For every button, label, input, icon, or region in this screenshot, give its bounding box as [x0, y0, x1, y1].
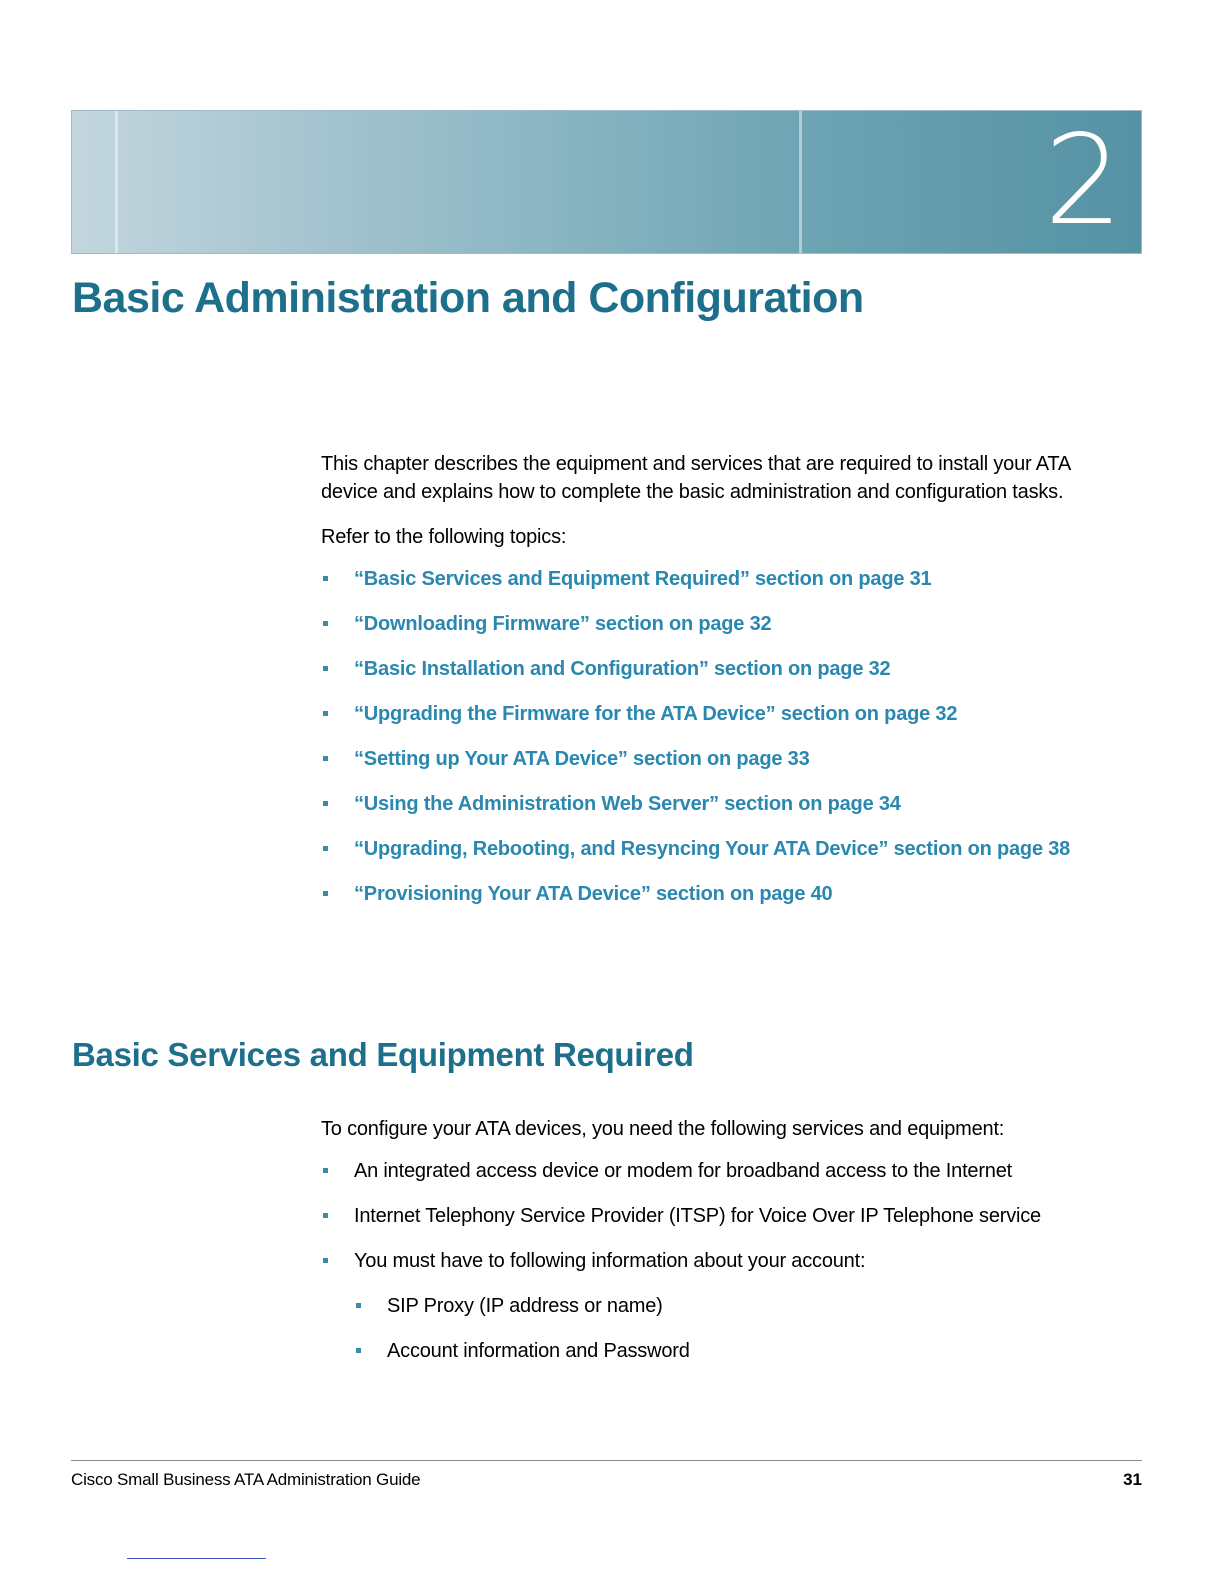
banner-divider: [799, 111, 802, 253]
footer-page-number: 31: [1123, 1470, 1142, 1489]
chapter-title: Basic Administration and Configuration: [72, 274, 864, 322]
account-info-list: [354, 1292, 1121, 1365]
bullet-icon: [356, 1303, 361, 1308]
requirement-item: [321, 1157, 1121, 1185]
topic-item: [321, 700, 1121, 728]
requirement-text: An integrated access device or modem for broadband access to the Internet: [354, 1160, 1013, 1182]
topic-item: [321, 790, 1121, 818]
refer-text: Refer to the following topics:: [321, 526, 567, 548]
chapter-banner: [71, 110, 1142, 254]
topic-item: [321, 835, 1121, 863]
topic-link[interactable]: “Basic Services and Equipment Required” section on page 31: [354, 568, 932, 590]
bullet-icon: [323, 1213, 328, 1218]
bullet-icon: [323, 1168, 328, 1173]
bullet-icon: [323, 846, 328, 851]
footer-guide-title: Cisco Small Business ATA Administration Guide: [71, 1470, 421, 1489]
topic-item: [321, 610, 1121, 638]
topic-link[interactable]: “Upgrading the Firmware for the ATA Device” section on page 32: [354, 703, 958, 725]
bullet-icon: [323, 621, 328, 626]
bullet-icon: [323, 666, 328, 671]
section-lead: To configure your ATA devices, you need the following services and equipment:: [321, 1118, 1005, 1140]
section-body: [321, 1115, 1121, 1365]
intro-block: [321, 450, 1121, 908]
account-info-text: Account information and Password: [387, 1340, 690, 1362]
account-info-item: [354, 1337, 1121, 1365]
topic-link[interactable]: “Downloading Firmware” section on page 32: [354, 613, 772, 635]
topic-list: [321, 565, 1121, 908]
topic-item: [321, 745, 1121, 773]
requirement-text: Internet Telephony Service Provider (ITSP) for Voice Over IP Telephone service: [354, 1205, 1041, 1227]
topic-link[interactable]: “Upgrading, Rebooting, and Resyncing Your ATA Device” section on page 38: [354, 838, 1071, 860]
section-heading: Basic Services and Equipment Required: [72, 1036, 694, 1073]
bullet-icon: [356, 1348, 361, 1353]
bullet-icon: [323, 576, 328, 581]
bullet-icon: [323, 801, 328, 806]
banner-divider: [115, 111, 118, 253]
bottom-link-underline: [127, 1558, 266, 1559]
account-info-text: SIP Proxy (IP address or name): [387, 1295, 663, 1317]
topic-item: [321, 565, 1121, 593]
requirement-item: [321, 1247, 1121, 1365]
topic-link[interactable]: “Basic Installation and Configuration” section on page 32: [354, 658, 891, 680]
topic-link[interactable]: “Setting up Your ATA Device” section on page 33: [354, 748, 810, 770]
chapter-number: 2: [1044, 109, 1123, 253]
bullet-icon: [323, 711, 328, 716]
topic-item: [321, 655, 1121, 683]
requirements-list: [321, 1157, 1121, 1365]
topic-link[interactable]: “Provisioning Your ATA Device” section on page 40: [354, 883, 833, 905]
bullet-icon: [323, 891, 328, 896]
requirement-item: [321, 1202, 1121, 1230]
footer-rule: [71, 1460, 1142, 1461]
topic-item: [321, 880, 1121, 908]
requirement-text: You must have to following information about your account:: [354, 1250, 866, 1272]
bullet-icon: [323, 1258, 328, 1263]
topic-link[interactable]: “Using the Administration Web Server” section on page 34: [354, 793, 901, 815]
bullet-icon: [323, 756, 328, 761]
account-info-item: [354, 1292, 1121, 1320]
intro-paragraph: This chapter describes the equipment and services that are required to install your ATA device and explains how to complete the basic administration and configuration tasks.: [321, 453, 1070, 503]
